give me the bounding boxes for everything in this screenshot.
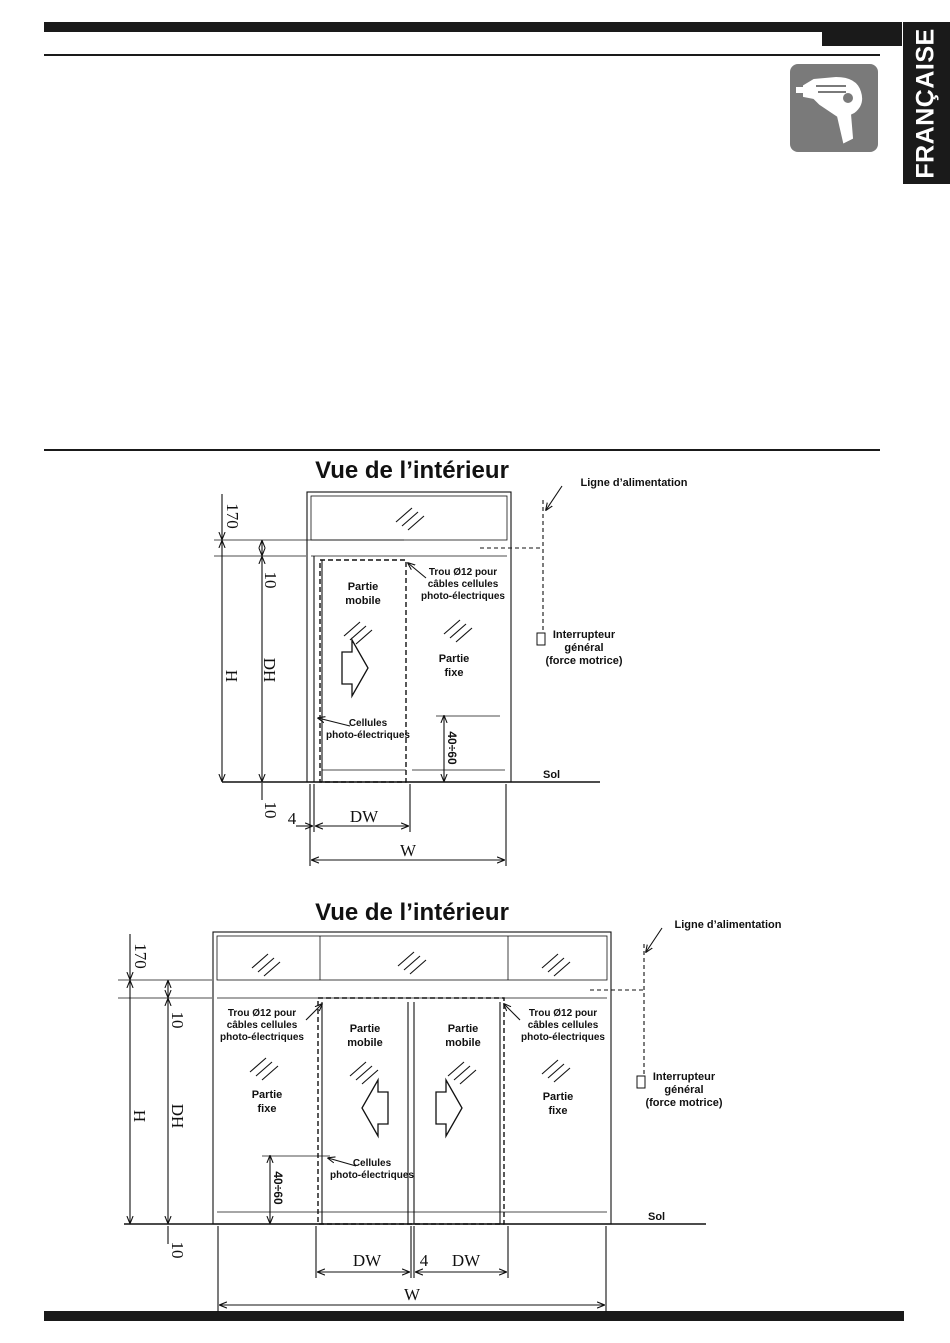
fig2-title: Vue de l’intérieur [315,899,509,926]
fig2-dim-dh: DH [168,1103,187,1129]
fig2-floor-label: Sol [648,1211,666,1223]
fig2-hole-right-label-1: Trou Ø12 pour [528,1008,598,1019]
fig1-cells-label-2: photo-électriques [326,730,410,741]
fig2-dim-10-bottom: 10 [168,1241,187,1259]
fig1-hole-label-1: Trou Ø12 pour [428,567,498,578]
fig1-mobile-leaf [320,560,406,782]
fig2-dim-dw-left: DW [352,1251,382,1270]
fig1-mobile-label-1: Partie [347,581,379,593]
fig1-dim-dh: DH [260,657,279,683]
fig2-hole-right-label-3: photo-électriques [521,1032,605,1043]
fig2-switch-label-2: général [664,1084,704,1096]
fig2-cells-label-1: Cellules [352,1158,392,1169]
fig2-fixed-right-label-1: Partie [542,1091,574,1103]
fig2-hole-left-label-1: Trou Ø12 pour [227,1008,297,1019]
fig1-dim-10-bottom: 10 [261,801,280,819]
fig2-power-line-label: Ligne d’alimentation [674,919,782,931]
fig2-slide-arrow-right [436,1080,462,1136]
fig1-switch-symbol [537,633,545,645]
fig2-dim-w: W [403,1285,421,1304]
fig2-hole-right-label-2: câbles cellules [527,1020,599,1031]
fig2-switch-label-1: Interrupteur [652,1071,716,1083]
figure-single-door [214,457,688,866]
fig2-mobile-right-label-1: Partie [447,1023,479,1035]
fig1-floor-label: Sol [543,769,561,781]
fig1-hole-label-3: photo-électriques [421,591,505,602]
fig1-dim-10-top: 10 [261,571,280,589]
fig2-dim-170: 170 [131,943,150,969]
fig2-dim-dw-right: DW [451,1251,481,1270]
fig2-fixed-right-label-2: fixe [548,1105,568,1117]
fig2-switch-label-3: (force motrice) [645,1097,723,1109]
fig1-fixed-label-2: fixe [444,667,464,679]
fig2-fixed-left-label-2: fixe [257,1103,277,1115]
fig1-switch-label-3: (force motrice) [545,655,623,667]
fig2-switch-symbol [637,1076,645,1088]
fig1-mobile-label-2: mobile [345,595,381,607]
fig2-fixed-left-label-1: Partie [251,1089,283,1101]
fig2-cells-label-2: photo-électriques [330,1170,414,1181]
fig1-switch-label-1: Interrupteur [552,629,616,641]
fig1-cells-label-1: Cellules [348,718,388,729]
fig1-fixed-label-1: Partie [438,653,470,665]
fig1-dim-4: 4 [287,809,297,828]
fig2-dim-4: 4 [419,1251,429,1270]
fig2-hole-left-label-2: câbles cellules [226,1020,298,1031]
fig2-dim-h: H [130,1109,149,1123]
fig1-slide-arrow [342,640,368,696]
fig1-dim-w: W [399,841,417,860]
fig1-switch-label-2: général [564,642,604,654]
fig2-hole-left-label-3: photo-électriques [220,1032,304,1043]
figure-double-door [118,899,782,1312]
fig1-power-line-label: Ligne d’alimentation [580,477,688,489]
fig2-mobile-left-label-2: mobile [347,1037,383,1049]
fig1-dim-40-60: 40÷60 [445,731,459,765]
fig1-dim-170: 170 [223,503,242,529]
fig1-title: Vue de l’intérieur [315,457,509,484]
fig2-mobile-right-label-2: mobile [445,1037,481,1049]
fig2-dim-10-top: 10 [168,1011,187,1029]
fig2-slide-arrow-left [362,1080,388,1136]
language-label: FRANÇAISE [912,27,940,179]
fig1-dim-h: H [222,669,241,683]
fig2-dim-40-60: 40÷60 [271,1171,285,1205]
fig1-dim-dw: DW [349,807,379,826]
fig2-mobile-left-label-1: Partie [349,1023,381,1035]
fig1-hole-label-2: câbles cellules [427,579,499,590]
